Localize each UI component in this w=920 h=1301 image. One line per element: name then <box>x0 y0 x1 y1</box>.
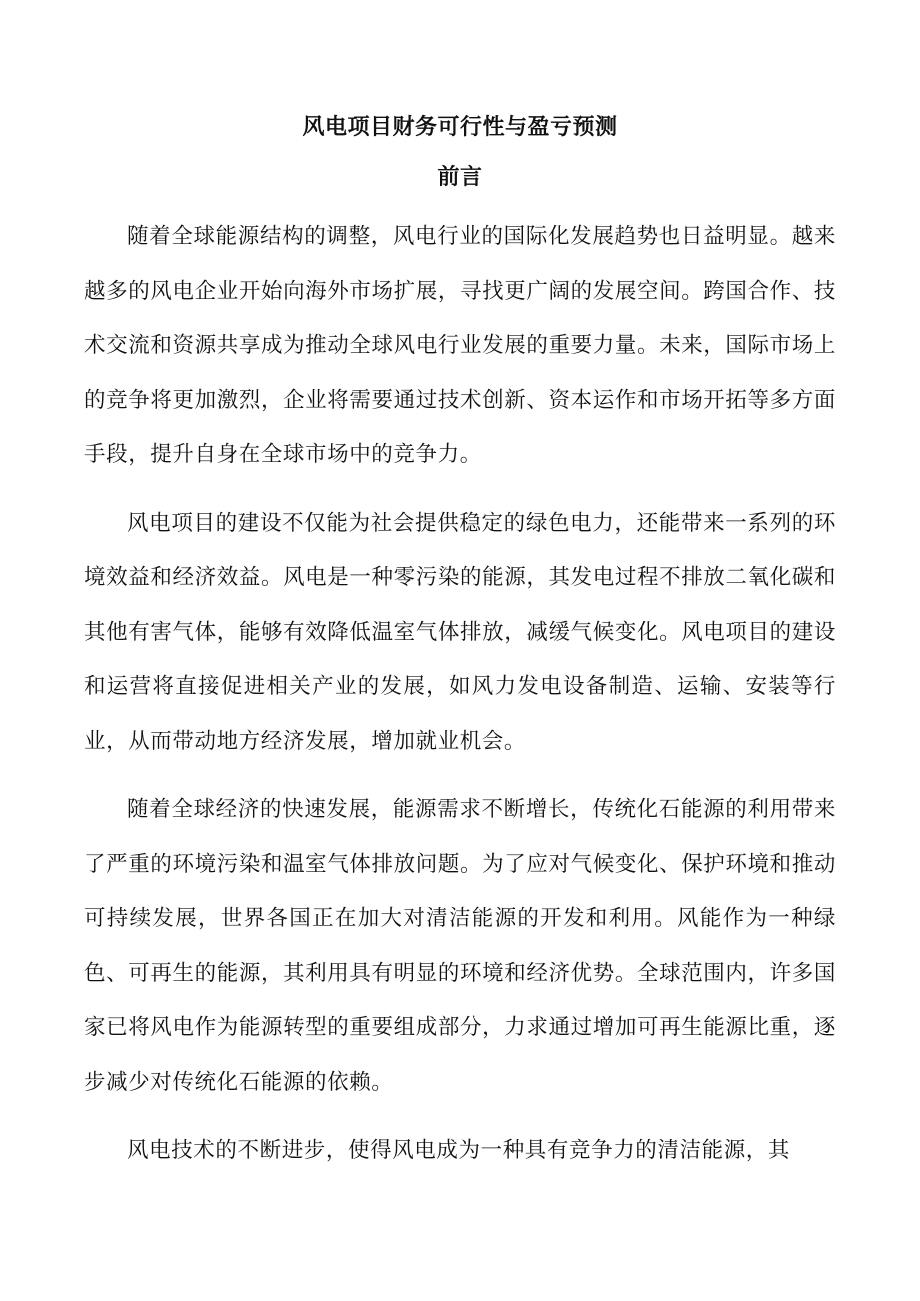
paragraph: 风电技术的不断进步，使得风电成为一种具有竞争力的清洁能源，其 <box>127 1138 791 1163</box>
section-heading: 前言 <box>437 164 483 190</box>
paragraph: 随着全球能源结构的调整，风电行业的国际化发展趋势也日益明显。越来越多的风电企业开始向海外市场扩展，寻找更广阔的发展空间。跨国合作、技术交流和资源共享成为推动全球风电行业发展的重要力量。未来，国际市场上的竞争将更加激烈，企业将需要通过技术创新、资本运作和市场开拓等多方面手段，提升自身在全球市场中的竞争力。 <box>84 224 836 467</box>
paragraph: 随着全球经济的快速发展，能源需求不断增长，传统化石能源的利用带来了严重的环境污染和温室气体排放问题。为了应对气候变化、保护环境和推动可持续发展，世界各国正在加大对清洁能源的开发和利用。风能作为一种绿色、可再生的能源，其利用具有明显的环境和经济优势。全球范围内，许多国家已将风电作为能源转型的重要组成部分，力求通过增加可再生能源比重，逐步减少对传统化石能源的依赖。 <box>84 797 836 1095</box>
document-title: 风电项目财务可行性与盈亏预测 <box>302 114 618 140</box>
document-body <box>84 210 836 1193</box>
paragraph: 风电项目的建设不仅能为社会提供稳定的绿色电力，还能带来一系列的环境效益和经济效益。风电是一种零污染的能源，其发电过程不排放二氧化碳和其他有害气体，能够有效降低温室气体排放，减缓气候变化。风电项目的建设和运营将直接促进相关产业的发展，如风力发电设备制造、运输、安装等行业，从而带动地方经济发展，增加就业机会。 <box>84 510 836 754</box>
